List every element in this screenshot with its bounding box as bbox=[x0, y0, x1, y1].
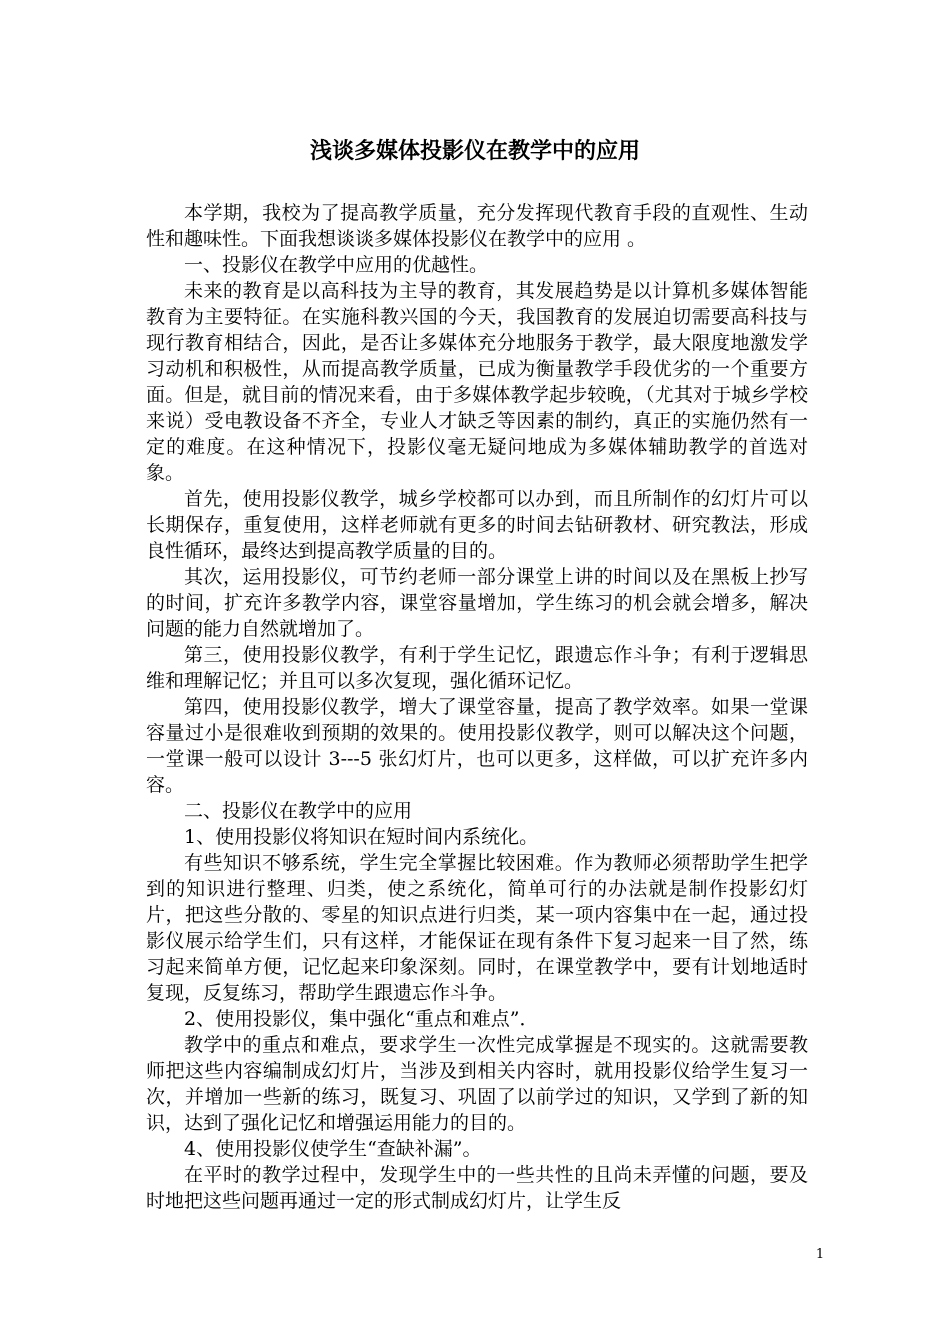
paragraph: 第四，使用投影仪教学，增大了课堂容量，提高了教学效率。如果一堂课容量过小是很难收到预期的效果的。使用投影仪教学，则可以解决这个问题，一堂课一般可以设计 3---5 张幻灯片，也可以更多，这样做，可以扩充许多内容。 bbox=[146, 696, 808, 796]
subsection-heading: 1、使用投影仪将知识在短时间内系统化。 bbox=[184, 826, 539, 848]
page-number: 1 bbox=[815, 1247, 825, 1262]
paragraph: 教学中的重点和难点，要求学生一次性完成掌握是不现实的。这就需要教师把这些内容编制成幻灯片，当涉及到相关内容时，就用投影仪给学生复习一次，并增加一些新的练习，既复习、巩固了以前学过的知识，又学到了新的知识，达到了强化记忆和增强运用能力的目的。 bbox=[146, 1034, 808, 1134]
document-title: 浅谈多媒体投影仪在教学中的应用 bbox=[309, 138, 640, 164]
section-heading-1: 一、投影仪在教学中应用的优越性。 bbox=[184, 254, 489, 276]
section-heading-2: 二、投影仪在教学中的应用 bbox=[184, 800, 413, 822]
subsection-heading: 4、使用投影仪使学生“查缺补漏”。 bbox=[184, 1138, 482, 1160]
paragraph: 首先，使用投影仪教学，城乡学校都可以办到，而且所制作的幻灯片可以长期保存，重复使用，这样老师就有更多的时间去钻研教材、研究教法，形成良性循环，最终达到提高教学质量的目的。 bbox=[146, 488, 808, 562]
paragraph-intro: 本学期，我校为了提高教学质量，充分发挥现代教育手段的直观性、生动性和趣味性。下面我想谈谈多媒体投影仪在教学中的应用 。 bbox=[146, 202, 808, 250]
paragraph: 有些知识不够系统，学生完全掌握比较困难。作为教师必须帮助学生把学到的知识进行整理、归类，使之系统化，简单可行的办法就是制作投影幻灯片，把这些分散的、零星的知识点进行归类，某一项内容集中在一起，通过投影仪展示给学生们，只有这样，才能保证在现有条件下复习起来一目了然，练习起来简单方便，记忆起来印象深刻。同时，在课堂教学中，要有计划地适时复现，反复练习，帮助学生跟遗忘作斗争。 bbox=[146, 852, 808, 1004]
paragraph: 其次，运用投影仪，可节约老师一部分课堂上讲的时间以及在黑板上抄写的时间，扩充许多教学内容，课堂容量增加，学生练习的机会就会增多，解决问题的能力自然就增加了。 bbox=[146, 566, 808, 640]
paragraph: 未来的教育是以高科技为主导的教育，其发展趋势是以计算机多媒体智能教育为主要特征。在实施科教兴国的今天，我国教育的发展迫切需要高科技与现行教育相结合，因此，是否让多媒体充分地服务于教学，最大限度地激发学习动机和积极性，从而提高教学质量，已成为衡量教学手段优劣的一个重要方面。但是，就目前的情况来看，由于多媒体教学起步较晚，（尤其对于城乡学校来说）受电教设备不齐全，专业人才缺乏等因素的制约，真正的实施仍然有一定的难度。在这种情况下，投影仪毫无疑问地成为多媒体辅助教学的首选对象。 bbox=[146, 280, 808, 484]
document-body bbox=[146, 200, 808, 1214]
paragraph: 在平时的教学过程中，发现学生中的一些共性的且尚未弄懂的问题，要及时地把这些问题再通过一定的形式制成幻灯片，让学生反 bbox=[146, 1164, 808, 1212]
subsection-heading: 2、使用投影仪，集中强化“重点和难点”． bbox=[184, 1008, 539, 1030]
paragraph: 第三，使用投影仪教学，有利于学生记忆，跟遗忘作斗争；有利于逻辑思维和理解记忆；并且可以多次复现，强化循环记忆。 bbox=[146, 644, 808, 692]
